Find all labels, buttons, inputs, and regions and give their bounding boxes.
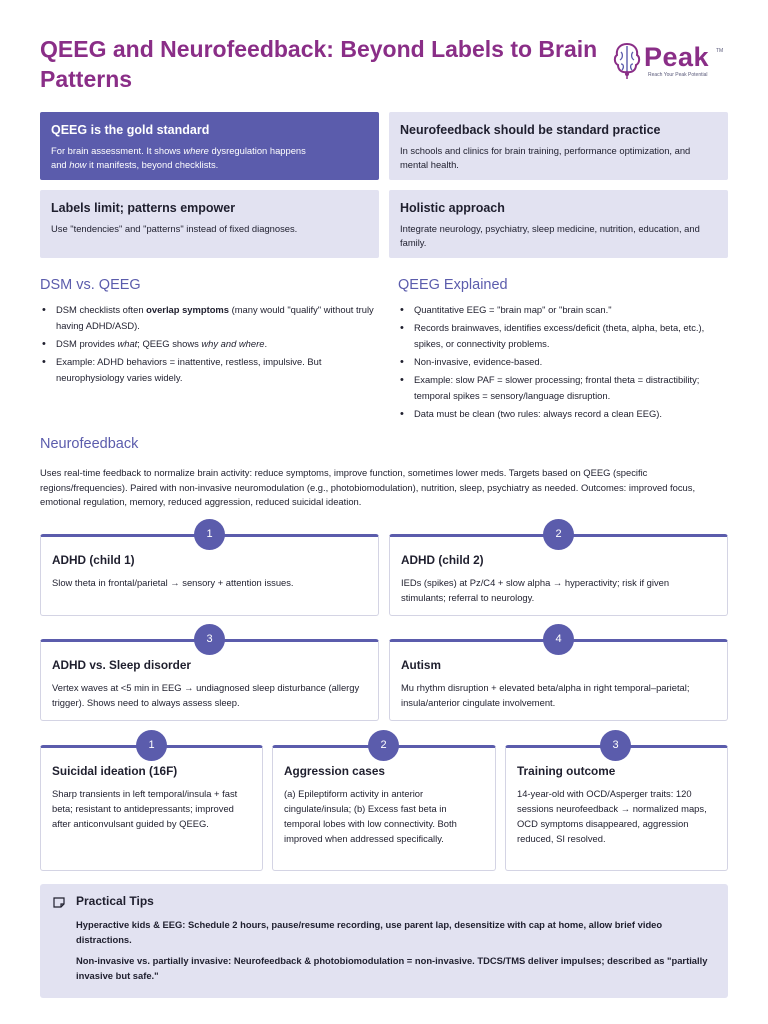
holistic-text: Integrate neurology, psychiatry, sleep medicine, nutrition, education, and family. [400,223,700,248]
dsm-section-title: DSM vs. QEEG [40,277,141,293]
holistic-title: Holistic approach [400,201,505,215]
list-item: • DSM provides what; QEEG shows why and where. [40,336,375,352]
case-text: Slow theta in frontal/parietal → sensory + attention issues. [52,577,294,588]
case-title: ADHD (child 1) [52,553,135,567]
case-text: Vertex waves at <5 min in EEG → undiagnosed sleep disturbance (allergy trigger). Shows need to always assess sleep. [52,682,360,708]
case-text: Mu rhythm disruption + elevated beta/alpha in right temporal–parietal; insula/anterior cingulate involvement. [401,682,690,708]
case-text: IEDs (spikes) at Pz/C4 + slow alpha → hyperactivity; risk if given stimulants; referral to neurology. [401,577,670,603]
gold-standard-text: For brain assessment. It shows where dysregulation happens and how it manifests, beyond checklists. [51,145,306,170]
practical-tips-panel [40,884,728,998]
outcome-title: Training outcome [517,764,616,778]
tips-title: Practical Tips [76,894,154,908]
list-item: • Data must be clean (two rules: always record a clean EEG). [398,406,730,422]
case-number-badge: 3 [194,624,225,655]
labels-text: Use "tendencies" and "patterns" instead of fixed diagnoses. [51,223,298,234]
outcome-text: (a) Epileptiform activity in anterior cingulate/insula; (b) Excess fast beta in temporal lobes with low connectivity. Both improved when addressed specifically. [284,788,457,844]
outcome-number-badge: 3 [600,730,631,761]
note-icon [53,897,65,908]
logo-trademark: TM [716,48,724,54]
tip-hyperactive: Hyperactive kids & EEG: Schedule 2 hours, pause/resume recording, use parent lap, desensitize with cap at home, allow brief video distractions. [76,919,663,945]
outcome-title: Aggression cases [284,764,385,778]
brain-icon [612,40,642,80]
case-number-badge: 1 [194,519,225,550]
neurofeedback-intro: Uses real-time feedback to normalize brain activity: reduce symptoms, improve function, sometimes lower meds. Targets based on QEEG (specific regions/frequencies). Paired with non-invasive neuromodulation (e.g., photobiomodulation), nutrition, sleep, psychiatry as needed. Outcomes: improved focus, emotional regulation, memory, reduced aggression, reduced suicidal ideation. [40,467,696,508]
standard-practice-text: In schools and clinics for brain training, performance optimization, and mental health. [400,145,691,170]
list-item: • Example: ADHD behaviors = inattentive, restless, impulsive. But neurophysiology varies widely. [40,354,375,386]
page-title: QEEG and Neurofeedback: Beyond Labels to Brain Patterns [40,36,598,92]
list-item: • DSM checklists often overlap symptoms (many would "qualify" without truly having ADHD/ASD). [40,302,375,334]
gold-standard-box [40,112,379,180]
list-item: • Non-invasive, evidence-based. [398,354,730,370]
qeeg-list [398,302,730,424]
labels-title: Labels limit; patterns empower [51,201,236,215]
outcome-card [272,745,496,871]
tip-invasive: Non-invasive vs. partially invasive: Neurofeedback & photobiomodulation = non-invasive. TDCS/TMS deliver impulses; described as "partially invasive but safe." [76,955,708,981]
qeeg-section-title: QEEG Explained [398,277,508,293]
case-title: Autism [401,658,441,672]
gold-standard-title: QEEG is the gold standard [51,123,210,137]
outcome-card [40,745,263,871]
outcome-card [505,745,728,871]
holistic-box [389,190,728,258]
labels-box [40,190,379,258]
outcome-number-badge: 2 [368,730,399,761]
standard-practice-title: Neurofeedback should be standard practice [400,123,661,137]
list-item: • Quantitative EEG = "brain map" or "brain scan." [398,302,730,318]
peak-logo [612,38,728,82]
case-title: ADHD (child 2) [401,553,484,567]
logo-tagline: Reach Your Peak Potential [648,72,708,78]
neurofeedback-section-title: Neurofeedback [40,436,139,452]
outcome-text: Sharp transients in left temporal/insula + fast beta; resistant to antidepressants; improved after anticonvulsant guided by QEEG. [52,788,238,829]
standard-practice-box [389,112,728,180]
list-item: • Example: slow PAF = slower processing; frontal theta = distractibility; temporal spikes = sensory/language disruption. [398,372,730,404]
case-title: ADHD vs. Sleep disorder [52,658,191,672]
outcome-number-badge: 1 [136,730,167,761]
logo-wordmark: Peak [644,42,710,72]
case-number-badge: 4 [543,624,574,655]
list-item: • Records brainwaves, identifies excess/deficit (theta, alpha, beta, etc.), spikes, or connectivity problems. [398,320,730,352]
case-number-badge: 2 [543,519,574,550]
outcome-text: 14-year-old with OCD/Asperger traits: 120 sessions neurofeedback → normalized maps, OCD symptoms disappeared, aggression reduced, SI resolved. [517,788,707,844]
dsm-list [40,302,375,388]
outcome-title: Suicidal ideation (16F) [52,764,178,778]
